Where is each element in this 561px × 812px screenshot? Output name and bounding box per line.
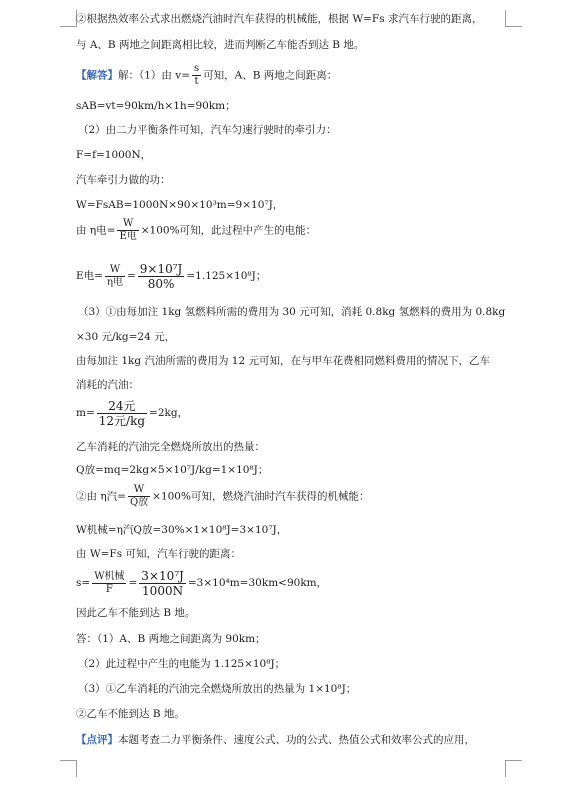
formula-line	[76, 218, 506, 243]
text-segment: =	[126, 270, 136, 282]
fraction-denominator: η电	[106, 276, 123, 288]
formula-line	[76, 259, 506, 293]
comment-line	[76, 733, 506, 747]
text-segment: =	[128, 577, 138, 589]
text-line: （2）此过程中产生的电能为 1.125×10⁸J；	[78, 658, 286, 670]
fraction	[139, 569, 186, 598]
text-segment: 由 η电=	[76, 224, 116, 237]
text-line: ②根据热效率公式求出燃烧汽油时汽车获得的机械能，根据 W=Fs 求汽车行驶的距离，	[76, 13, 483, 25]
text-line: 由每加注 1kg 汽油所需的费用为 12 元可知，在与甲车花费相同燃料费用的情况下，乙车	[76, 355, 490, 367]
crop-mark-top-right	[505, 10, 522, 27]
text-segment: 解：（1）由 v=	[118, 69, 190, 82]
text-line: 消耗的汽油：	[76, 379, 139, 391]
fraction-numerator: W	[105, 264, 125, 277]
text-line: （3）①由每加注 1kg 氢燃料所需的费用为 30 元可知，消耗 0.8kg 氢燃料的费用为 0.8kg	[78, 306, 506, 318]
text-segment: 可知，A、B 两地之间距离：	[203, 69, 338, 82]
fraction	[105, 264, 125, 289]
formula-line	[76, 484, 506, 509]
text-line: ②乙车不能到达 B 地。	[76, 708, 185, 720]
text-segment: ×100%可知，燃烧汽油时汽车获得的机械能：	[152, 490, 370, 503]
fraction-numerator: 9×10⁷J	[139, 261, 183, 276]
fraction-denominator: Q放	[129, 497, 149, 508]
text-line: 因此乙车不能到达 B 地。	[76, 607, 196, 619]
fraction-numerator: 3×10⁷J	[141, 568, 184, 583]
fraction-numerator: W	[128, 484, 150, 497]
fraction-numerator: s	[194, 63, 200, 74]
formula-line	[76, 396, 506, 430]
fraction-denominator: F	[105, 583, 113, 595]
formula-line: sAB=vt=90km/h×1h=90km；	[76, 100, 236, 112]
text-line: 乙车消耗的汽油完全燃烧所放出的热量：	[76, 441, 265, 453]
fraction	[117, 218, 138, 243]
fraction	[192, 63, 201, 88]
text-segment: m=	[76, 407, 95, 419]
formula-line: W机械=η汽Q放=30%×1×10⁸J=3×10⁷J，	[76, 524, 288, 536]
fraction	[128, 484, 150, 509]
formula-line: Q放=mq=2kg×5×10⁷J/kg=1×10⁸J；	[76, 464, 269, 476]
crop-mark-bottom-right	[505, 760, 522, 777]
answer-tag: 【解答】	[76, 69, 118, 82]
text-segment: 本题考查二力平衡条件、速度公式、功的公式、热值公式和效率公式的应用，	[118, 734, 475, 746]
formula-line: W=FsAB=1000N×90×10³m=9×10⁷J，	[76, 199, 284, 211]
crop-mark-top-left	[60, 10, 77, 27]
fraction-denominator: t	[194, 76, 199, 87]
text-segment: =3×10⁴m=30km<90km，	[187, 577, 328, 589]
formula-line: F=f=1000N，	[76, 149, 152, 161]
comment-tag: 【点评】	[76, 734, 118, 746]
fraction-denominator: 80%	[147, 276, 175, 291]
text-line: （3）①乙车消耗的汽油完全燃烧所放出的热量为 1×10⁸J；	[78, 683, 357, 695]
answer-formula-line	[76, 63, 506, 88]
fraction-numerator: 24元	[97, 399, 147, 414]
text-line: 由 W=Fs 可知，汽车行驶的距离：	[76, 548, 241, 560]
fraction-denominator: E电	[119, 231, 137, 242]
crop-mark-bottom-left	[60, 760, 77, 777]
text-segment: ②由 η汽=	[76, 490, 126, 503]
text-segment: ×100%可知，此过程中产生的电能：	[140, 224, 317, 237]
fraction-numerator: W机械	[94, 570, 125, 582]
text-segment: E电=	[76, 270, 103, 282]
text-segment: s=	[76, 577, 91, 589]
text-line: 与 A、B 两地之间距离相比较，进而判断乙车能否到达 B 地。	[76, 39, 365, 51]
fraction-denominator: 12元/kg	[98, 413, 146, 428]
fraction-numerator: W	[117, 218, 138, 231]
fraction-denominator: 1000N	[142, 583, 184, 598]
text-line: 汽车牵引力做的功：	[76, 174, 171, 186]
fraction	[97, 399, 147, 428]
text-segment: =1.125×10⁸J；	[186, 270, 267, 282]
text-segment: =2kg，	[149, 407, 189, 419]
text-line: 答：（1）A、B 两地之间距离为 90km；	[76, 633, 266, 645]
formula-line	[76, 566, 506, 600]
text-line: ×30 元/kg=24 元，	[76, 331, 176, 343]
fraction	[92, 571, 126, 596]
text-line: （2）由二力平衡条件可知，汽车匀速行驶时的牵引力：	[78, 124, 337, 136]
fraction	[138, 262, 185, 291]
